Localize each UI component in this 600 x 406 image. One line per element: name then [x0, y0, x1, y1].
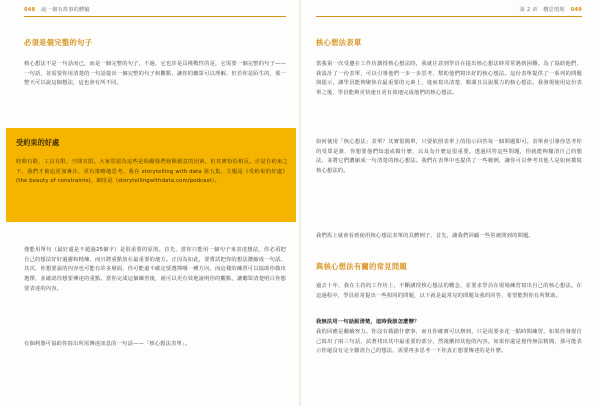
- callout-box: [6, 128, 296, 222]
- left-paragraph-2: 僅能用單句（最好還是不超過25個字）是很重要的原則。首先，當你只能用一個句子來表達想法，你必須把自己的想法好好過濾和精煉，而且將重點放在最重要的地方。正因為如此，要嘗試把你的想法濃縮成一句話。其次，你想要說的內容也可能有許多層面，你可能還不確定要選擇哪一種方向，而這樣的練習可以協助你做出選擇，並確認你想要傳達的重點。當你完成這個練習後，就可以更有效地說明你的觀點，讓聽眾清楚明白你想要表達的內容。: [24, 247, 286, 292]
- left-running-head-text: 說一個有故事的體驗: [41, 7, 90, 13]
- left-section-title: 必須是個完整的句子: [24, 38, 93, 47]
- right-section1-paragraph-2: 如何使用「核心想法」表單？其實很簡單，只要依照表單上的指示回答每一個問題即可。表單會引導你思考你的受眾是誰、你想要他們知道或做什麼、以及為什麼這很重要。透過回答這些問題，你就能夠釐清自己的想法，並將它們濃縮成一句清楚的核心想法。我們在表單中也提供了一些範例，讓你可以參考其他人是如何撰寫核心想法的。: [316, 139, 582, 175]
- right-section2-question: 我無法用一句話說清楚，這時我該怎麼辦？: [316, 319, 420, 325]
- right-section2-paragraph-2: 我的回應是繼續努力。你沒有做錯什麼事，而且你確實可以辦到，只是需要多花一點時間練習。如果你發現自己寫出了兩三句話，試著找出其中最重要的部分，然後刪掉其他的內容。如果你還是覺得無法精簡，那可能表示你還沒有完全釐清自己的想法，需要再多思考一下你真正想要傳達的是什麼。: [316, 329, 582, 355]
- right-running-head: [520, 6, 582, 13]
- callout-body: 時間有限，工具有限，空間有限。大家常認為這些是阻礙我們發揮創意的因素，但其實恰恰相反。正是在約束之下，我們才被迫更加專注、更有策略地思考。我在 storytelling with data 第五集，主題是《受約束的好處》(the beauty of constraints)，網址是（storytellingwithdata.com/podcast）。: [16, 159, 288, 185]
- left-paragraph-3: 有個利器可協助你寫出所需傳達訊息的一句話——「核心想法表單」。: [24, 341, 191, 347]
- right-page: [306, 0, 596, 406]
- right-section-title-1: 核心想法表單: [316, 38, 362, 47]
- right-section1-paragraph-1: 當我第一次受邀在工作坊講授核心想法時，我就注意到學員在提出核心想法時常常遇到困難。為了協助他們，我設計了一份表單，可以引導他們一步一步思考，幫助他們寫出好的核心想法。這份表單提供了一系列的問題與提示，讓學員能夠聚焦在最重要的元素上，進而寫出清楚、簡潔且具說服力的核心想法。我發現使用這份表單之後，學員能夠更快速且更有效地完成他們的核心想法。: [316, 61, 582, 97]
- callout-title: 受約束的好處: [16, 138, 60, 147]
- right-header-rule: [316, 16, 582, 17]
- right-section1-paragraph-3: 我們馬上就會看到使用核心想法表單的具體例子，首先，讓我們回顧一些常被問到的問題。: [316, 233, 534, 239]
- page-gutter: [299, 0, 301, 406]
- left-section-paragraph: 核心想法不是一句話而已，而是一個完整的句子，不過，它也許是具挑戰性的是，它需要一個完整的句子——一句話，並需要你用清楚的一句話提出一個完整的句子和觀點，讓你的聽眾可以理解，但若你是陌生的，那一整天可以說這個想法，這也會有所不同。: [24, 61, 286, 87]
- left-header-rule: [24, 16, 286, 17]
- left-running-head: [24, 6, 90, 13]
- left-page-number: 048: [24, 7, 36, 13]
- right-section-title-2: 與核心想法有關的常見問題: [316, 262, 408, 271]
- right-running-head-text: 構思情境: [543, 7, 565, 13]
- left-page: [6, 0, 296, 406]
- right-page-number: 049: [570, 7, 582, 13]
- right-chapter-label: 第 2 章: [519, 7, 538, 13]
- right-section2-paragraph-1: 過去十年，我在主持的工作坊上，不斷講授核心想法的概念，並要求學員在現場練習寫出自己的核心想法。在這過程中，學員經常提出一些相同的問題，以下就是最常見的問題及我的回答，希望能對你有所幫助。: [316, 283, 582, 299]
